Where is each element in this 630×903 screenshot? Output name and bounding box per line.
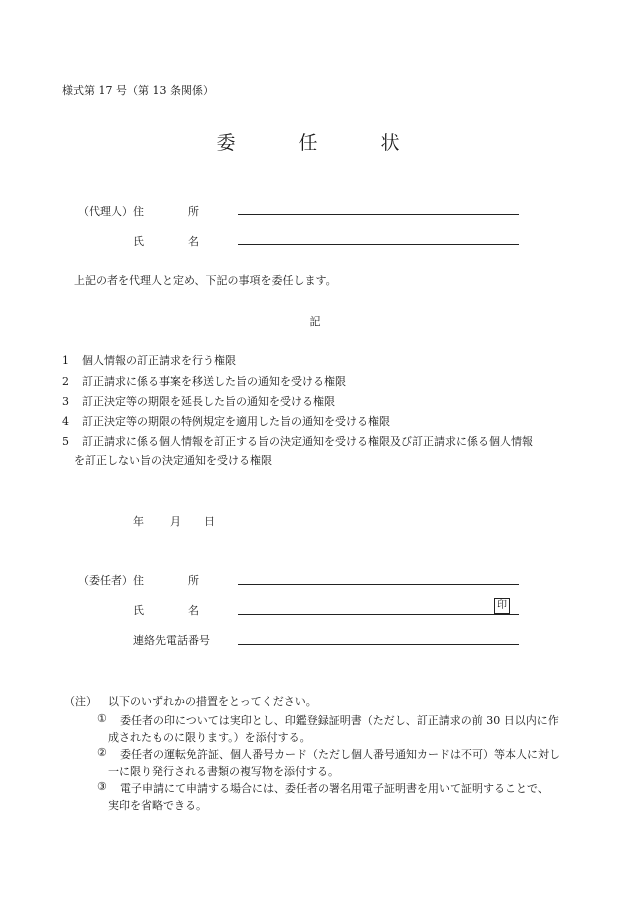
agent-role-label: （代理人） [78,205,133,218]
list-item [62,413,390,429]
ki-heading: 記 [309,315,321,328]
note-mark: ② [97,746,107,759]
principal-name-field[interactable] [238,614,519,615]
item-number: 5 [62,435,69,448]
item-text: 訂正決定等の期限の特例規定を適用した旨の通知を受ける権限 [82,415,390,428]
note-text: 電子申請にて申請する場合には、委任者の署名用電子証明書を用いて証明することで、 [120,782,549,795]
item-number: 3 [62,395,69,408]
item-number: 4 [62,415,69,428]
seal-mark: 印 [494,598,510,614]
delegation-statement: 上記の者を代理人と定め、下記の事項を委任します。 [74,274,337,287]
date-year: 年 [133,515,144,528]
list-item [62,433,533,449]
agent-name-field[interactable] [238,244,519,245]
list-item [62,352,236,368]
note-text-cont: 成されたものに限ります。）を添付する。 [108,731,311,744]
note-label: （注） [64,695,97,708]
note-mark: ③ [97,780,107,793]
item-number: 2 [62,375,69,388]
note-intro: 以下のいずれかの措置をとってください。 [108,695,317,708]
principal-address-field[interactable] [238,584,519,585]
date-month: 月 [170,515,181,528]
principal-role-label: （委任者） [78,574,133,587]
note-mark: ① [97,712,107,725]
item-text: 訂正請求に係る事案を移送した旨の通知を受ける権限 [82,375,346,388]
agent-address-label: 住 所 [133,205,199,218]
principal-phone-field[interactable] [238,644,519,645]
list-item [62,373,346,389]
list-item [62,393,335,409]
agent-address-field[interactable] [238,214,519,215]
note-text-cont: 一に限り発行される書類の複写物を添付する。 [108,765,339,778]
principal-phone-label: 連絡先電話番号 [133,634,210,647]
date-day: 日 [204,515,215,528]
note-text-cont: 実印を省略できる。 [108,799,207,812]
item-number: 1 [62,354,69,367]
document-title: 委 任 状 [216,132,422,154]
item-text: 訂正請求に係る個人情報を訂正する旨の決定通知を受ける権限及び訂正請求に係る個人情報 [82,435,533,448]
item-text: 訂正決定等の期限を延長した旨の通知を受ける権限 [82,395,335,408]
principal-address-label: 住 所 [133,574,199,587]
note-text: 委任者の運転免許証、個人番号カード（ただし個人番号通知カードは不可）等本人に対し [120,748,560,761]
agent-name-label: 氏 名 [133,235,199,248]
item-text: 個人情報の訂正請求を行う権限 [82,354,236,367]
item-continuation: を訂正しない旨の決定通知を受ける権限 [74,454,272,467]
principal-name-label: 氏 名 [133,604,199,617]
note-text: 委任者の印については実印とし、印鑑登録証明書（ただし、訂正請求の前 30 日以内に作 [120,714,559,727]
form-number: 様式第 17 号（第 13 条関係） [62,84,214,97]
